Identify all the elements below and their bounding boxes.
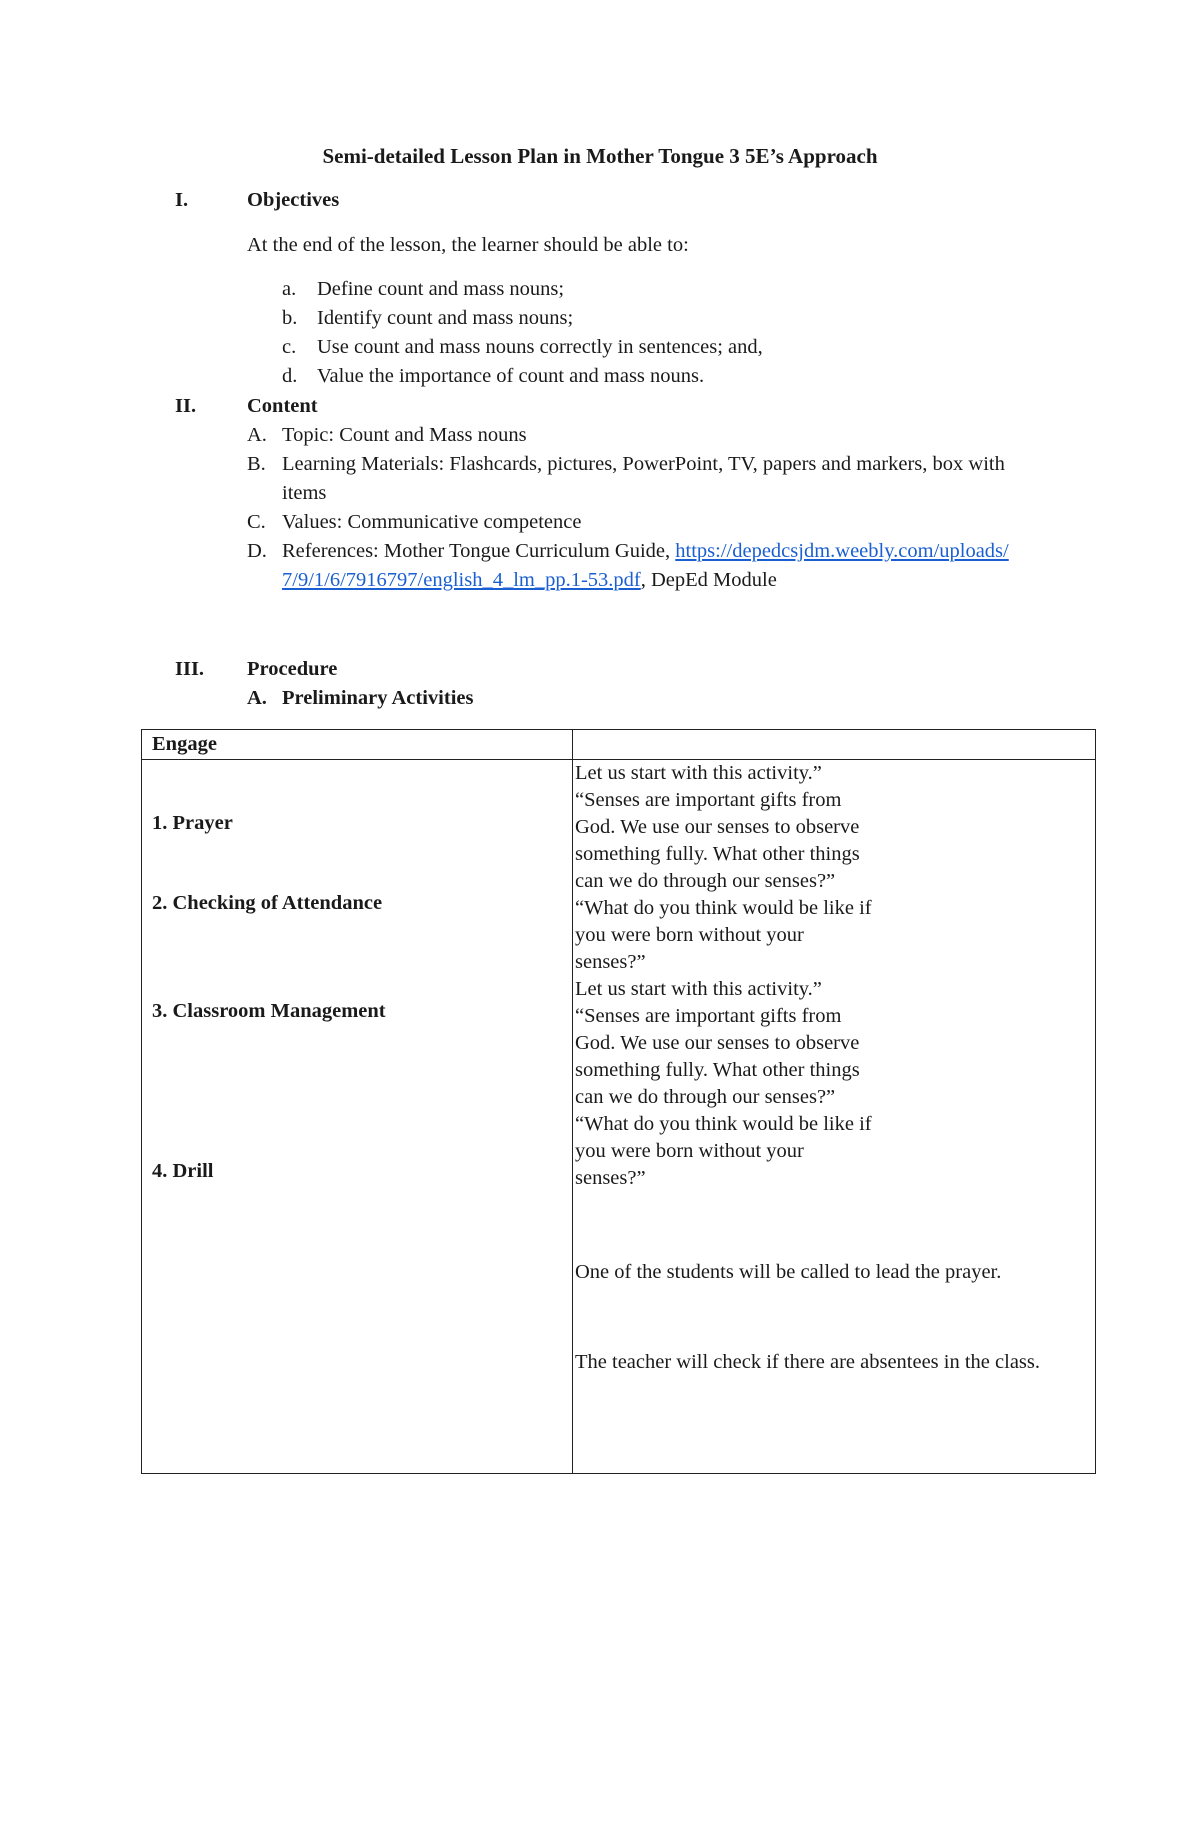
list-item [247, 275, 763, 304]
activity-drill: 4. Drill [152, 1160, 214, 1182]
list-marker: d. [282, 365, 298, 387]
list-text: References: Mother Tongue Curriculum Guide, [282, 540, 671, 562]
list-marker: D. [247, 540, 267, 562]
script-line: “Senses are important gifts from [575, 789, 842, 811]
activity-prayer: 1. Prayer [152, 812, 233, 834]
list-text: Value the importance of count and mass nouns. [317, 365, 705, 387]
procedure-heading: Procedure [247, 658, 338, 680]
script-line: can we do through our senses?” [575, 870, 836, 892]
preliminary-activities-heading [247, 684, 473, 713]
script-line: “What do you think would be like if [575, 1113, 872, 1135]
prayer-note: One of the students will be called to lead the prayer. [575, 1261, 1002, 1283]
list-marker: c. [282, 336, 297, 358]
engage-header-cell: Engage [142, 730, 573, 760]
list-marker: b. [282, 307, 298, 329]
script-line: senses?” [575, 951, 646, 973]
page-title: Semi-detailed Lesson Plan in Mother Tongue 3 5E’s Approach [322, 144, 878, 168]
script-line: God. We use our senses to observe [575, 816, 860, 838]
script-line: “Senses are important gifts from [575, 1005, 842, 1027]
activity-classroom-management: 3. Classroom Management [152, 1000, 386, 1022]
reference-link[interactable]: https://depedcsjdm.weebly.com/uploads/7/9/1/6/7916797/english_4_lm_pp.1-53.pdf [282, 540, 1009, 591]
list-text: Topic: Count and Mass nouns [282, 424, 527, 446]
list-item [247, 450, 1022, 508]
list-text: Values: Communicative competence [282, 511, 582, 533]
procedure-numeral: III. [175, 658, 205, 680]
list-item [247, 508, 1047, 537]
list-item [247, 304, 763, 333]
content-heading: Content [247, 395, 318, 417]
activity-attendance: 2. Checking of Attendance [152, 892, 383, 914]
list-text: Define count and mass nouns; [317, 278, 565, 300]
script-line: God. We use our senses to observe [575, 1032, 860, 1054]
list-marker: B. [247, 453, 266, 475]
teacher-script [575, 760, 1095, 1192]
list-item [247, 537, 1022, 595]
content-numeral: II. [175, 395, 197, 417]
attendance-note: The teacher will check if there are absentees in the class. [575, 1351, 1041, 1373]
content-list [247, 421, 1047, 595]
script-line: you were born without your [575, 1140, 804, 1162]
procedure-table [141, 729, 1096, 1474]
list-text: Identify count and mass nouns; [317, 307, 574, 329]
list-marker: C. [247, 511, 266, 533]
table-header-row [142, 730, 1096, 760]
list-item [247, 362, 763, 391]
teacher-activity-cell [573, 760, 1096, 1474]
script-line: Let us start with this activity.” [575, 978, 822, 1000]
script-line: something fully. What other things [575, 1059, 860, 1081]
list-text: Use count and mass nouns correctly in sentences; and, [317, 336, 763, 358]
objectives-list [247, 275, 763, 391]
script-line: you were born without your [575, 924, 804, 946]
objectives-heading: Objectives [247, 189, 340, 211]
objectives-intro: At the end of the lesson, the learner should be able to: [247, 234, 689, 256]
script-line: senses?” [575, 1167, 646, 1189]
script-line: “What do you think would be like if [575, 897, 872, 919]
empty-header-cell [573, 730, 1096, 760]
objectives-numeral: I. [175, 189, 189, 211]
list-text: Learning Materials: Flashcards, pictures, PowerPoint, TV, papers and markers, box with items [282, 453, 1005, 504]
script-line: can we do through our senses?” [575, 1086, 836, 1108]
list-marker: A. [247, 424, 267, 446]
script-line: something fully. What other things [575, 843, 860, 865]
list-item [247, 333, 763, 362]
table-row [142, 760, 1096, 1474]
list-marker: a. [282, 278, 297, 300]
list-text-after-link: , DepEd Module [640, 569, 777, 591]
activities-cell [142, 760, 573, 1474]
sub-marker: A. [247, 687, 267, 709]
script-line: Let us start with this activity.” [575, 762, 822, 784]
sub-heading-text: Preliminary Activities [282, 687, 474, 709]
list-item [247, 421, 1047, 450]
